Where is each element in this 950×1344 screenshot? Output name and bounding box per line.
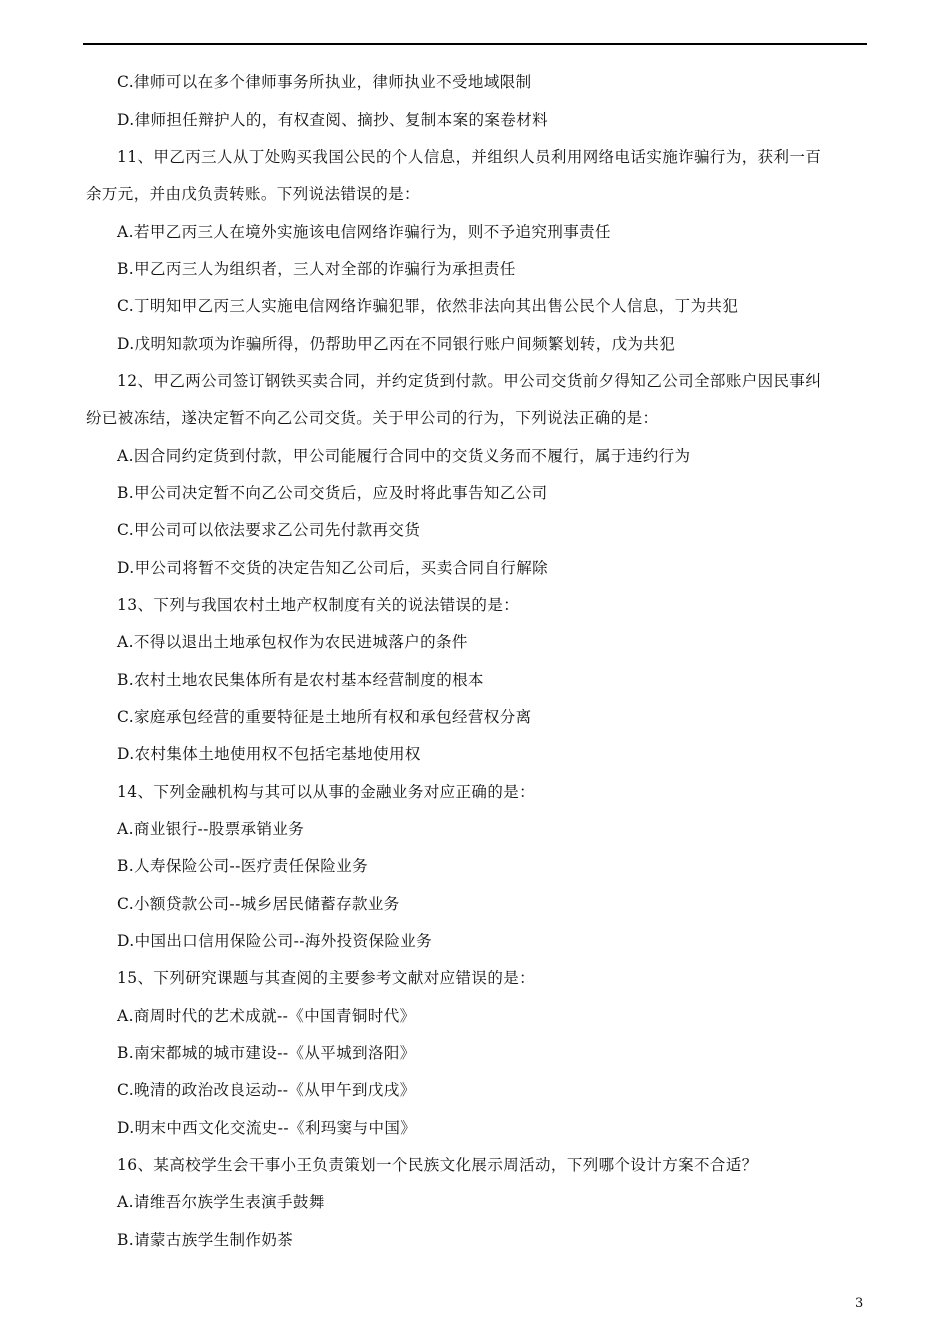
option-15-c: C.晚清的政治改良运动--《从甲午到戊戌》 bbox=[117, 1081, 416, 1099]
option-12-c: C.甲公司可以依法要求乙公司先付款再交货 bbox=[117, 521, 421, 539]
option-14-c: C.小额贷款公司--城乡居民储蓄存款业务 bbox=[117, 895, 400, 913]
option-16-a: A.请维吾尔族学生表演手鼓舞 bbox=[117, 1193, 325, 1211]
question-15-stem: 15、下列研究课题与其查阅的主要参考文献对应错误的是： bbox=[117, 969, 536, 987]
option-14-b: B.人寿保险公司--医疗责任保险业务 bbox=[117, 857, 368, 875]
option-10-d: D.律师担任辩护人的，有权查阅、摘抄、复制本案的案卷材料 bbox=[117, 111, 549, 129]
option-11-d: D.戊明知款项为诈骗所得，仍帮助甲乙丙在不同银行账户间频繁划转，戊为共犯 bbox=[117, 335, 676, 353]
option-13-c: C.家庭承包经营的重要特征是土地所有权和承包经营权分离 bbox=[117, 708, 532, 726]
question-12-stem: 12、甲乙两公司签订钢铁买卖合同，并约定货到付款。甲公司交货前夕得知乙公司全部账户因民事纠 bbox=[117, 372, 822, 390]
question-12-stem-cont: 纷已被冻结，遂决定暂不向乙公司交货。关于甲公司的行为，下列说法正确的是： bbox=[86, 409, 659, 427]
option-12-d: D.甲公司将暂不交货的决定告知乙公司后，买卖合同自行解除 bbox=[117, 559, 549, 577]
option-16-b: B.请蒙古族学生制作奶茶 bbox=[117, 1231, 294, 1249]
question-14-stem: 14、下列金融机构与其可以从事的金融业务对应正确的是： bbox=[117, 783, 536, 801]
option-10-c: C.律师可以在多个律师事务所执业，律师执业不受地域限制 bbox=[117, 73, 532, 91]
option-13-a: A.不得以退出土地承包权作为农民进城落户的条件 bbox=[117, 633, 468, 651]
option-12-b: B.甲公司决定暂不向乙公司交货后，应及时将此事告知乙公司 bbox=[117, 484, 548, 502]
question-11-stem: 11、甲乙丙三人从丁处购买我国公民的个人信息，并组织人员利用网络电话实施诈骗行为，获利一百 bbox=[117, 148, 822, 166]
option-11-a: A.若甲乙丙三人在境外实施该电信网络诈骗行为，则不予追究刑事责任 bbox=[117, 223, 611, 241]
option-11-c: C.丁明知甲乙丙三人实施电信网络诈骗犯罪，依然非法向其出售公民个人信息，丁为共犯 bbox=[117, 297, 739, 315]
option-15-d: D.明末中西文化交流史--《利玛窦与中国》 bbox=[117, 1119, 417, 1137]
option-14-d: D.中国出口信用保险公司--海外投资保险业务 bbox=[117, 932, 433, 950]
option-12-a: A.因合同约定货到付款，甲公司能履行合同中的交货义务而不履行，属于违约行为 bbox=[117, 447, 691, 465]
option-15-a: A.商周时代的艺术成就--《中国青铜时代》 bbox=[117, 1007, 416, 1025]
option-13-d: D.农村集体土地使用权不包括宅基地使用权 bbox=[117, 745, 421, 763]
option-11-b: B.甲乙丙三人为组织者，三人对全部的诈骗行为承担责任 bbox=[117, 260, 516, 278]
option-15-b: B.南宋都城的城市建设--《从平城到洛阳》 bbox=[117, 1044, 416, 1062]
question-11-stem-cont: 余万元，并由戊负责转账。下列说法错误的是： bbox=[86, 185, 420, 203]
option-13-b: B.农村土地农民集体所有是农村基本经营制度的根本 bbox=[117, 671, 484, 689]
option-14-a: A.商业银行--股票承销业务 bbox=[117, 820, 305, 838]
question-13-stem: 13、下列与我国农村土地产权制度有关的说法错误的是： bbox=[117, 596, 520, 614]
header-rule bbox=[83, 43, 867, 45]
page-number: 3 bbox=[855, 1296, 864, 1311]
question-16-stem: 16、某高校学生会干事小王负责策划一个民族文化展示周活动，下列哪个设计方案不合适？ bbox=[117, 1156, 758, 1174]
